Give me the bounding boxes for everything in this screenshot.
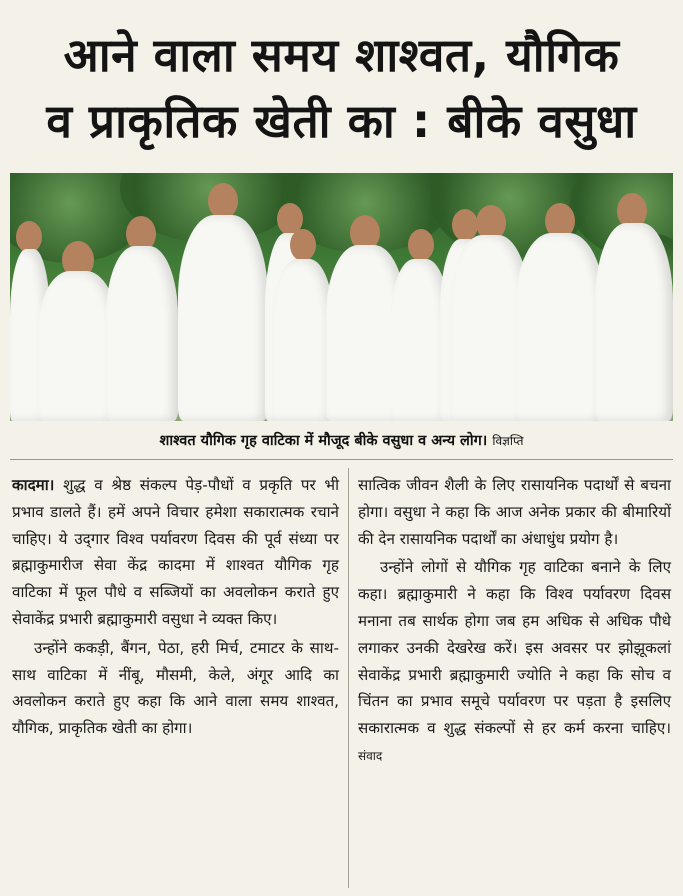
caption-rule [10,459,673,460]
paragraph-text: उन्होंने लोगों से यौगिक गृह वाटिका बनाने के लिए कहा। ब्रह्माकुमारी ने कहा कि विश्व पर्यावरण दिवस मनाना तब सार्थक होगा जब हम अधिक से अधिक पौधे लगाकर उनकी देखरेख करें। इस अवसर पर झोझूकलां सेवाकेंद्र प्रभारी ब्रह्माकुमारी ज्योति ने कहा कि सोच व चिंतन का प्रभाव समूचे पर्यावरण पर पड़ता है इसलिए सकारात्मक व शुद्ध संकल्पों से हर कर्म करना चाहिए। [358,558,671,738]
paragraph-text: शुद्ध व श्रेष्ठ संकल्प पेड़-पौधों व प्रकृति पर भी प्रभाव डालते हैं। हमें अपने विचार हमेशा सकारात्मक रचाने चाहिए। ये उद्‌गार विश्व पर्यावरण दिवस की पूर्व संध्या पर ब्रह्माकुमारीज सेवा केंद्र कादमा में शाश्वत यौगिक गृह वाटिका में फूल पौधे व सब्जियों का अवलोकन कराते हुए सेवाकेंद्र प्रभारी ब्रह्माकुमारी वसुधा ने व्यक्त किए। [12,476,339,628]
headline [0,22,683,154]
paragraph [12,472,339,633]
signoff: संवाद [358,748,383,763]
article-column-left [12,472,339,742]
column-divider [348,468,349,888]
paragraph: उन्होंने ककड़ी, बैंगन, पेठा, हरी मिर्च, टमाटर के साथ-साथ वाटिका में नींबू, मौसमी, केले, अंगूर आदि का अवलोकन कराते हुए कहा कि आने वाला समय शाश्वत, यौगिक, प्राकृतिक खेती का होगा। [12,638,339,738]
photo-caption-text: शाश्वत यौगिक गृह वाटिका में मौजूद बीके वसुधा व अन्य लोग। [159,433,488,449]
dateline: कादमा। [12,476,55,494]
headline-line-2: व प्राकृतिक खेती का : बीके वसुधा [46,94,637,148]
photo-caption [10,423,673,459]
article-column-right [358,472,671,770]
paragraph [358,554,671,769]
paragraph: सात्विक जीवन शैली के लिए रासायनिक पदार्थों से बचना होगा। वसुधा ने कहा कि आज अनेक प्रकार की बीमारियों की देन रासायनिक पदार्थों का अंधाधुंध प्रयोग है। [358,476,671,548]
headline-line-1: आने वाला समय शाश्वत, यौगिक [63,28,620,82]
photo-credit: विज्ञप्ति [492,434,524,448]
article-photo [10,173,673,421]
